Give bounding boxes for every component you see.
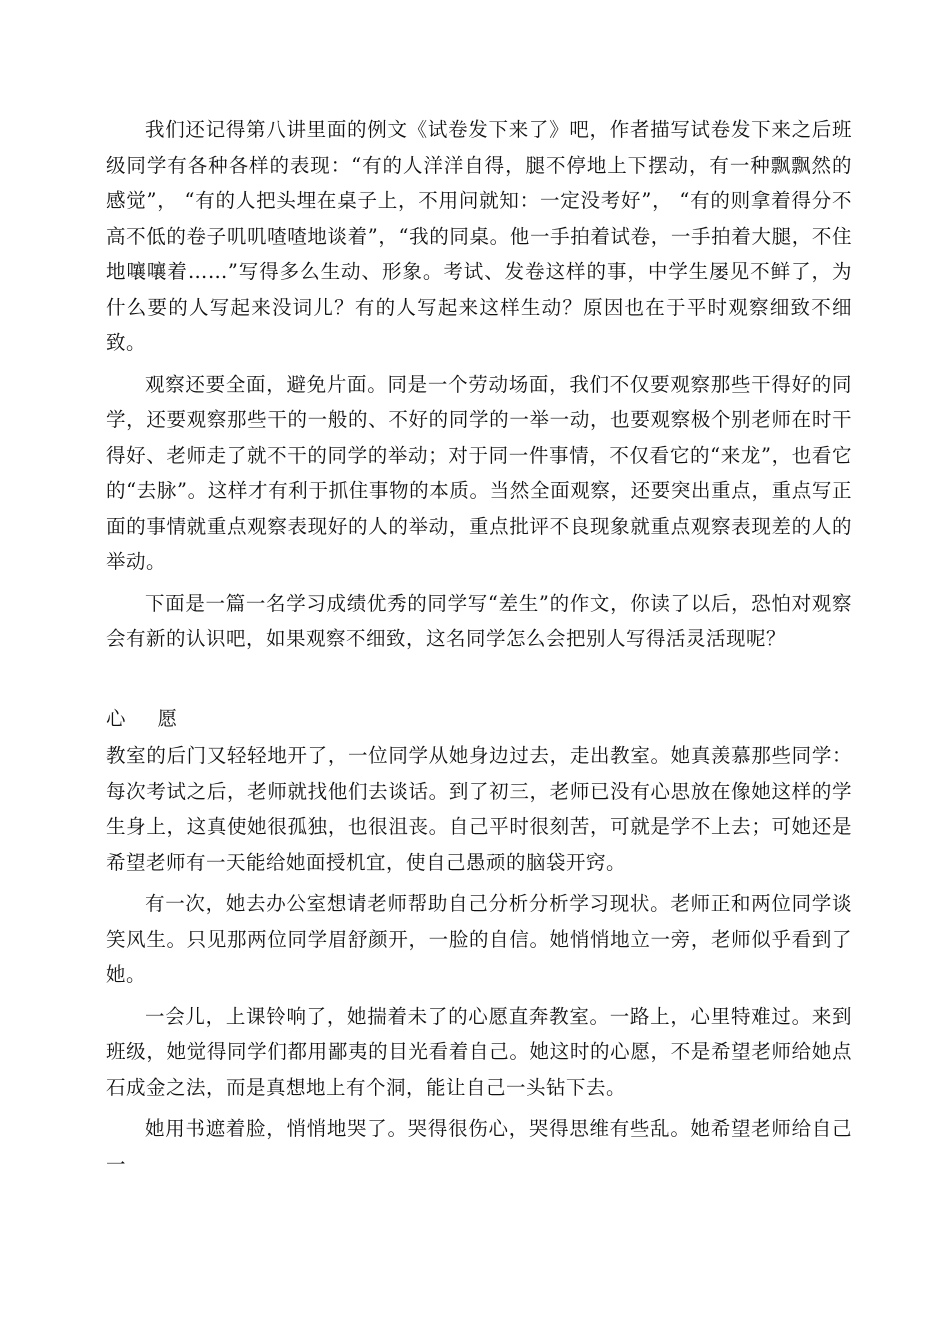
essay-title-char-2: 愿	[157, 706, 178, 730]
intro-paragraph-2: 观察还要全面，避免片面。同是一个劳动场面，我们不仅要观察那些干得好的同学，还要观察那些干的一般的、不好的同学的一举一动，也要观察极个别老师在时干得好、老师走了就不干的同学的举动；对于同一件事情，不仅看它的“来龙”，也看它的“去脉”。这样才有利于抓住事物的本质。当然全面观察，还要突出重点，重点写正面的事情就重点观察表现好的人的举动，重点批评不良现象就重点观察表现差的人的举动。	[106, 372, 852, 573]
essay-paragraph-4: 她用书遮着脸，悄悄地哭了。哭得很伤心，哭得思维有些乱。她希望老师给自己一	[106, 1117, 852, 1176]
essay-paragraph-1: 教室的后门又轻轻地开了，一位同学从她身边过去，走出教室。她真羡慕那些同学：每次考试之后，老师就找他们去谈话。到了初三，老师已没有心思放在像她这样的学生身上，这真使她很孤独，也很沮丧。自己平时很刻苦，可就是学不上去；可她还是希望老师有一天能给她面授机宜，使自己愚顽的脑袋开窍。	[106, 744, 852, 874]
essay-paragraph-3: 一会儿，上课铃响了，她揣着未了的心愿直奔教室。一路上，心里特难过。来到班级，她觉得同学们都用鄙夷的目光看着自己。她这时的心愿，不是希望老师给她点石成金之法，而是真想地上有个洞，能让自己一头钻下去。	[106, 1004, 852, 1099]
intro-paragraph-1: 我们还记得第八讲里面的例文《试卷发下来了》吧，作者描写试卷发下来之后班级同学有各种各样的表现：“有的人洋洋自得，腿不停地上下摆动，有一种飘飘然的感觉”， “有的人把头埋在桌子上，不用问就知：一定没考好”， “有的则拿着得分不高不低的卷子叽叽喳喳地谈着”，“我的同桌。他一手拍着试卷，一手拍着大腿，不住地嚷嚷着……”写得多么生动、形象。考试、发卷这样的事，中学生屡见不鲜了，为什么要的人写起来没词儿？有的人写起来这样生动？原因也在于平时观察细致不细致。	[106, 118, 852, 354]
essay-paragraph-2: 有一次，她去办公室想请老师帮助自己分析分析学习现状。老师正和两位同学谈笑风生。只见那两位同学眉舒颜开，一脸的自信。她悄悄地立一旁，老师似乎看到了她。	[106, 892, 852, 986]
essay-title	[106, 701, 852, 737]
essay-title-char-1: 心	[106, 706, 126, 730]
intro-paragraph-3: 下面是一篇一名学习成绩优秀的同学写“差生”的作文，你读了以后，恐怕对观察会有新的认识吧，如果观察不细致，这名同学怎么会把别人写得活灵活现呢？	[106, 591, 852, 650]
document-page	[106, 112, 852, 1188]
